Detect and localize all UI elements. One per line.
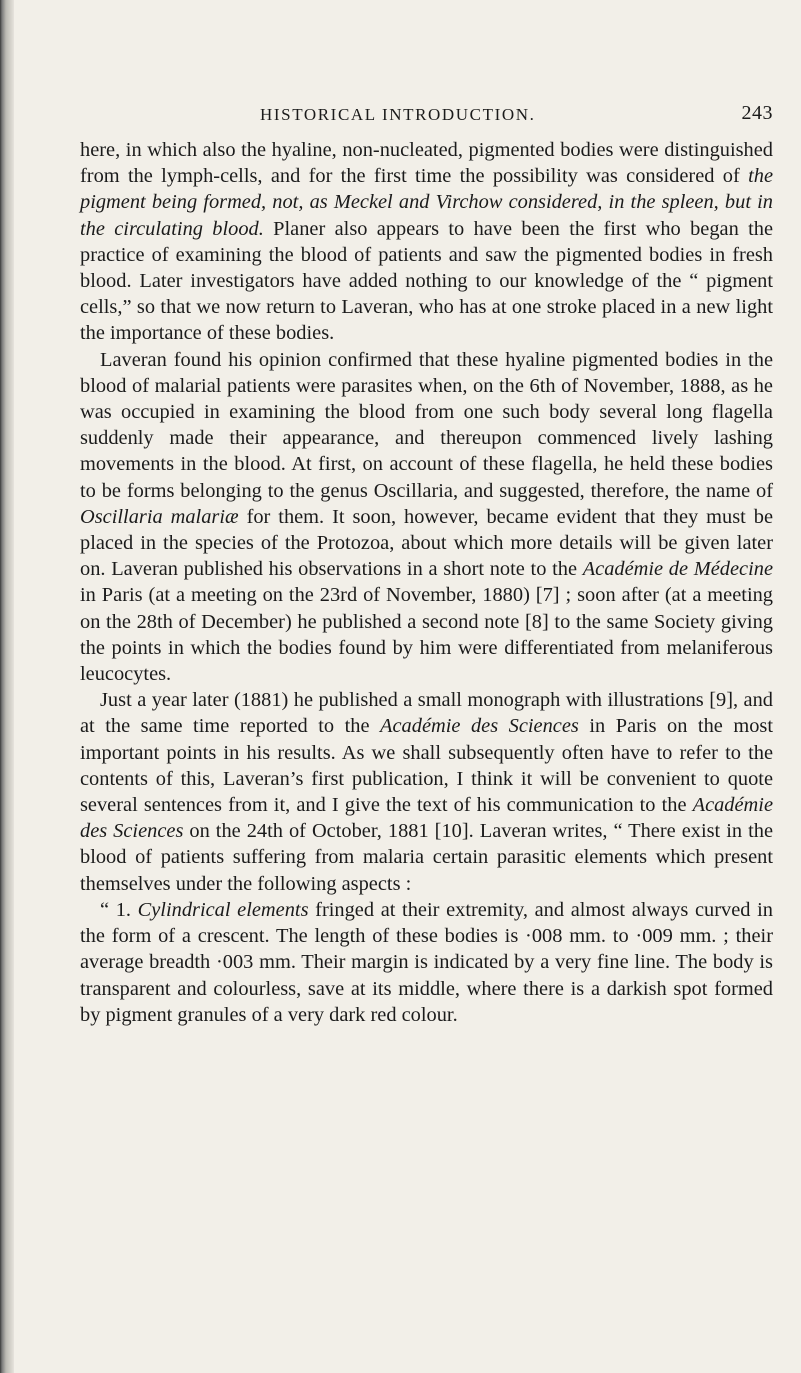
body-text [80, 137, 773, 1028]
paragraph [80, 897, 773, 1028]
paragraph [80, 347, 773, 688]
binding-edge [0, 0, 14, 1373]
italic-run: the pigment being formed, not, as Meckel and Virchow considered, in the spleen, but in the circulating blood. [80, 165, 773, 240]
italic-run: Oscillaria malariæ [80, 505, 239, 528]
paragraph [80, 137, 773, 347]
text-run: “ 1. [100, 898, 138, 921]
text-run: Planer also appears to have been the first who began the practice of examining the blood of patients and saw the pigmented bodies in fresh blood. Later investigators have added nothing to our knowledge of the “ pigment cells,” so that we now return to Laveran, who has at one stroke placed in a new light the importance of these bodies. [80, 217, 774, 345]
text-run: Laveran found his opinion confirmed that these hyaline pigmented bodies in the blood of malarial patients were parasites when, on the 6th of November, 1888, as he was occupied in examining the blood from one such body several long flagella suddenly made their appearance, and thereupon commenced lively lashing movements in the blood. At first, on account of these flagella, he held these bodies to be forms belonging to the genus Oscillaria, and suggested, therefore, the name of [80, 348, 773, 502]
paragraph [80, 687, 773, 897]
book-page [80, 0, 773, 1373]
italic-run: Académie des Sciences [380, 715, 579, 738]
text-run: fringed at their extremity, and almost always curved in the form of a crescent. The length of these bodies is ·008 mm. to ·009 mm. ; their average breadth ·003 mm. Their margin is indicated by a very fine line. The body is transparent and colourless, save at its middle, where there is a darkish spot formed by pigment granules of a very dark red colour. [80, 898, 773, 1026]
running-title: HISTORICAL INTRODUCTION. [260, 105, 536, 124]
italic-run: Académie de Médecine [582, 558, 773, 581]
running-header [80, 97, 773, 137]
italic-run: Cylindrical elements [137, 898, 309, 921]
text-run: on the 24th of October, 1881 [10]. Laveran writes, “ There exist in the blood of patients suffering from malaria certain parasitic elements which present themselves under the following aspects : [80, 820, 773, 895]
text-run: in Paris (at a meeting on the 23rd of November, 1880) [7] ; soon after (at a meeting on the 28th of December) he published a second note [8] to the same Society giving the points in which the bodies found by him were differentiated from melaniferous leucocytes. [80, 584, 773, 686]
text-run: here, in which also the hyaline, non-nucleated, pigmented bodies were distinguished from the lymph-cells, and for the first time the possibility was considered of [80, 139, 773, 188]
page-number: 243 [741, 102, 773, 124]
text-run: Just a year later (1881) he published a small monograph with illustrations [9], and at the same time reported to the [80, 689, 773, 738]
text-run: for them. It soon, however, became evident that they must be placed in the species of the Protozoa, about which more details will be given later on. Laveran published his observations in a short note to the [80, 505, 773, 581]
text-run: in Paris on the most important points in his results. As we shall subsequently often have to refer to the contents of this, Laveran’s first publication, I think it will be convenient to quote several sentences from it, and I give the text of his communication to the [80, 715, 773, 817]
italic-run: Académie des Sciences [80, 794, 773, 843]
